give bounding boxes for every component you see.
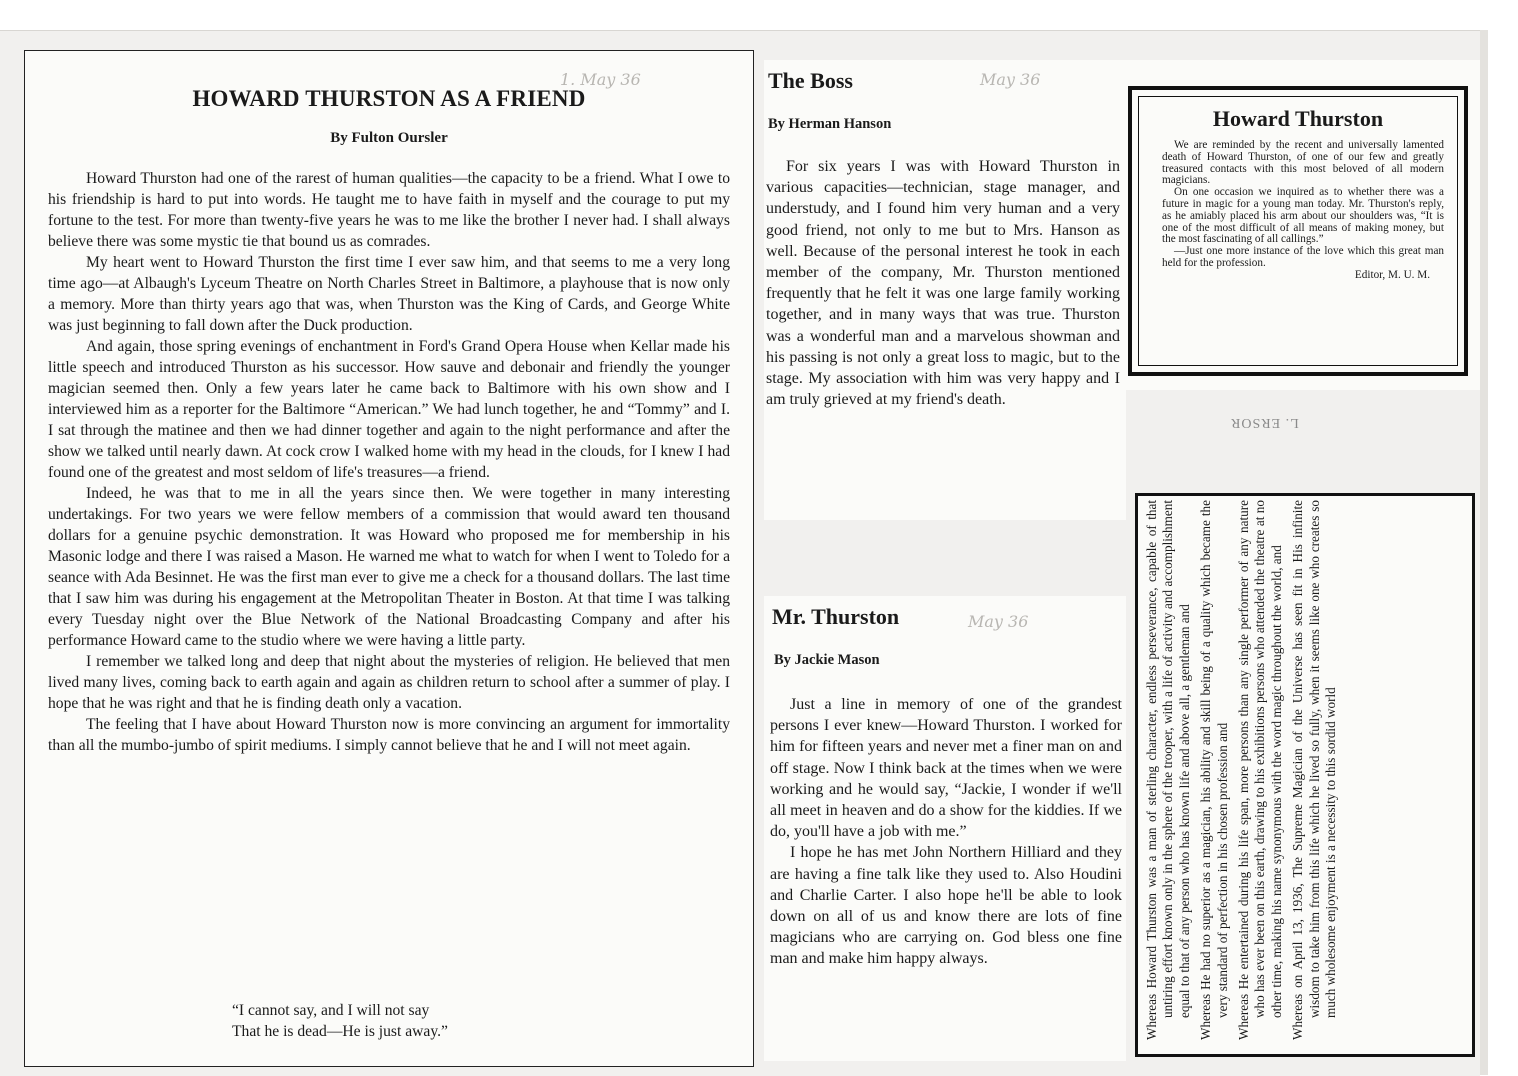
mum-body [1162,140,1444,282]
rubber-stamp: L. ERSOR [1230,415,1299,430]
resolution-paragraph: Whereas Howard Thurston was a man of sterling character, endless perseverance, capable of that untiring effort known only in the sphere of the trooper, with a life of activity and accomplishment equal to that of any person who has known life and above all, a gentleman and [1144,500,1192,1040]
mason-paragraph: I hope he has met John Northern Hilliard and they are having a fine talk like they used to. Also Houdini and Charlie Carter. I also hope he'll be able to look down on all of us and know there are lots of fine magicians who are carrying on. God bless one fine man and make him happy always. [770,844,1122,968]
main-paragraph: Howard Thurston had one of the rarest of human qualities—the capacity to be a friend. What I owe to his friendship is hard to put into words. He taught me to have faith in myself and the courage to put my fortune to the test. For more than twenty-five years he was to me like the brother I never had. I shall always believe there was some mystic tie that bound us as comrades. [48,170,730,250]
mum-title: Howard Thurston [1212,106,1384,131]
pencil-note-main: 1. May 36 [560,70,641,89]
boss-article-body [766,156,1120,410]
main-article-byline: By Fulton Oursler [330,130,448,146]
mason-article-body [770,694,1122,970]
main-article-title: HOWARD THURSTON AS A FRIEND [192,86,586,111]
mum-paragraph: On one occasion we inquired as to whether there was a future in magic for a young man today. Mr. Thurston's reply, as he amiably placed his arm about our shoulders was, “It is one of the most difficult of all means of making money, but the most fascinating of all callings.” [1162,186,1444,246]
boss-paragraph: For six years I was with Howard Thurston in various capacities—technician, stage manager, and understudy, and I found him very human and a very good friend, not only to me but to Mrs. Hanson as well. Because of the personal interest he took in each member of the company, Mr. Thurston mentioned frequently that he felt it was one large family working together, and in many ways that was true. Thurston was a wonderful man and a marvelous showman and his passing is not only a great loss to magic, but to the stage. My association with him was very happy and I am truly grieved at my friend's death. [766,158,1120,409]
mum-paragraph: We are reminded by the recent and universally lamented death of Howard Thurston, of one of our few and greatly treasured contacts with this most beloved of all modern magicians. [1162,139,1444,187]
mason-paragraph: Just a line in memory of one of the grandest persons I ever knew—Howard Thurston. I worked for him for fifteen years and never met a finer man on and off stage. Now I think back at the times when we were working and he would say, “Jackie, I wonder if we'll all meet in heaven and do a show for the kiddies. If we do, you'll have a job with me.” [770,696,1122,841]
main-paragraph: The feeling that I have about Howard Thurston now is more convincing an argument for immortality than all the mumbo-jumbo of spirit mediums. I simply cannot believe that he and I will not meet again. [48,716,730,754]
boss-article-byline: By Herman Hanson [768,116,892,132]
main-paragraph: I remember we talked long and deep that night about the mysteries of religion. He believed that men lived many lives, coming back to earth again and again as children return to school after a summer of play. I hope that he was right and that he is finding death only a vacation. [48,653,730,712]
resolution-text [1144,500,1474,1040]
main-article-poem [232,1000,448,1042]
mason-article-byline: By Jackie Mason [774,652,880,668]
mason-article-title: Mr. Thurston [772,604,900,629]
main-paragraph: Indeed, he was that to me in all the years since then. We were together in many interesting undertakings. For two years we were fellow members of a commission that would award ten thousand dollars for a genuine psychic demonstration. It was Howard who proposed me for membership in his Masonic lodge and there I was raised a Mason. He warned me what to watch for when I went to Toledo for a seance with Ada Besinnet. He was the first man ever to give me a check for a thousand dollars. The last time that I saw him was during his engagement at the Metropolitan Theater in Boston. At that time I was talking every Tuesday night over the Blue Network of the National Broadcasting Company and after his performance Howard came to the studio where we were having a little party. [48,485,730,649]
mum-signature: Editor, M. U. M. [1354,268,1430,281]
mum-paragraph: —Just one more instance of the love which this great man held for the profession. [1162,245,1444,269]
page-edge-shadow [1480,30,1488,1075]
pencil-note-thurston: May 36 [968,612,1029,631]
poem-line: “I cannot say, and I will not say [232,1002,430,1019]
poem-line: That he is dead—He is just away.” [232,1023,448,1040]
boss-article-title: The Boss [768,68,853,93]
mum-editorial-box [1128,86,1468,376]
main-paragraph: My heart went to Howard Thurston the first time I ever saw him, and that seems to me a very long time ago—at Albaugh's Lyceum Theatre on North Charles Street in Baltimore, a playhouse that is now only a memory. More than thirty years ago that was, when Thurston was the King of Cards, and George White was just beginning to fall down after the Duck production. [48,254,730,334]
main-article-body [48,168,730,756]
pencil-note-boss: May 36 [980,70,1041,89]
resolution-paragraph: Whereas He entertained during his life span, more persons than any single performer of any nature who has ever been on this earth, drawing to his exhibitions persons who attended the theatre at no other time, making his name synonymous with the word magic throughout the world, and [1236,500,1284,1040]
resolution-paragraph: Whereas on April 13, 1936, The Supreme Magician of the Universe has seen fit in His infinite wisdom to take him from this life which he lived so fully, when it seems like one who creates so much wholesome enjoyment is a necessity to this sordid world [1290,500,1339,1040]
main-paragraph: And again, those spring evenings of enchantment in Ford's Grand Opera House when Kellar made his little speech and introduced Thurston as his successor. How sauve and debonair and friendly the younger magician seemed then. Only a few years later he came back to Baltimore with his own show and I interviewed him as a reporter for the Baltimore “American.” We had lunch together, he and “Tommy” and I. I sat through the matinee and then we had dinner together and again to the night performance and after the show we talked until nearly dawn. At cock crow I walked home with my head in the clouds, for I knew I had found one of the greatest and most seldom of life's treasures—a friend. [48,338,730,481]
resolution-paragraph: Whereas He had no superior as a magician, his ability and skill being of a quality which became the very standard of perfection in his chosen profession and [1198,500,1230,1040]
